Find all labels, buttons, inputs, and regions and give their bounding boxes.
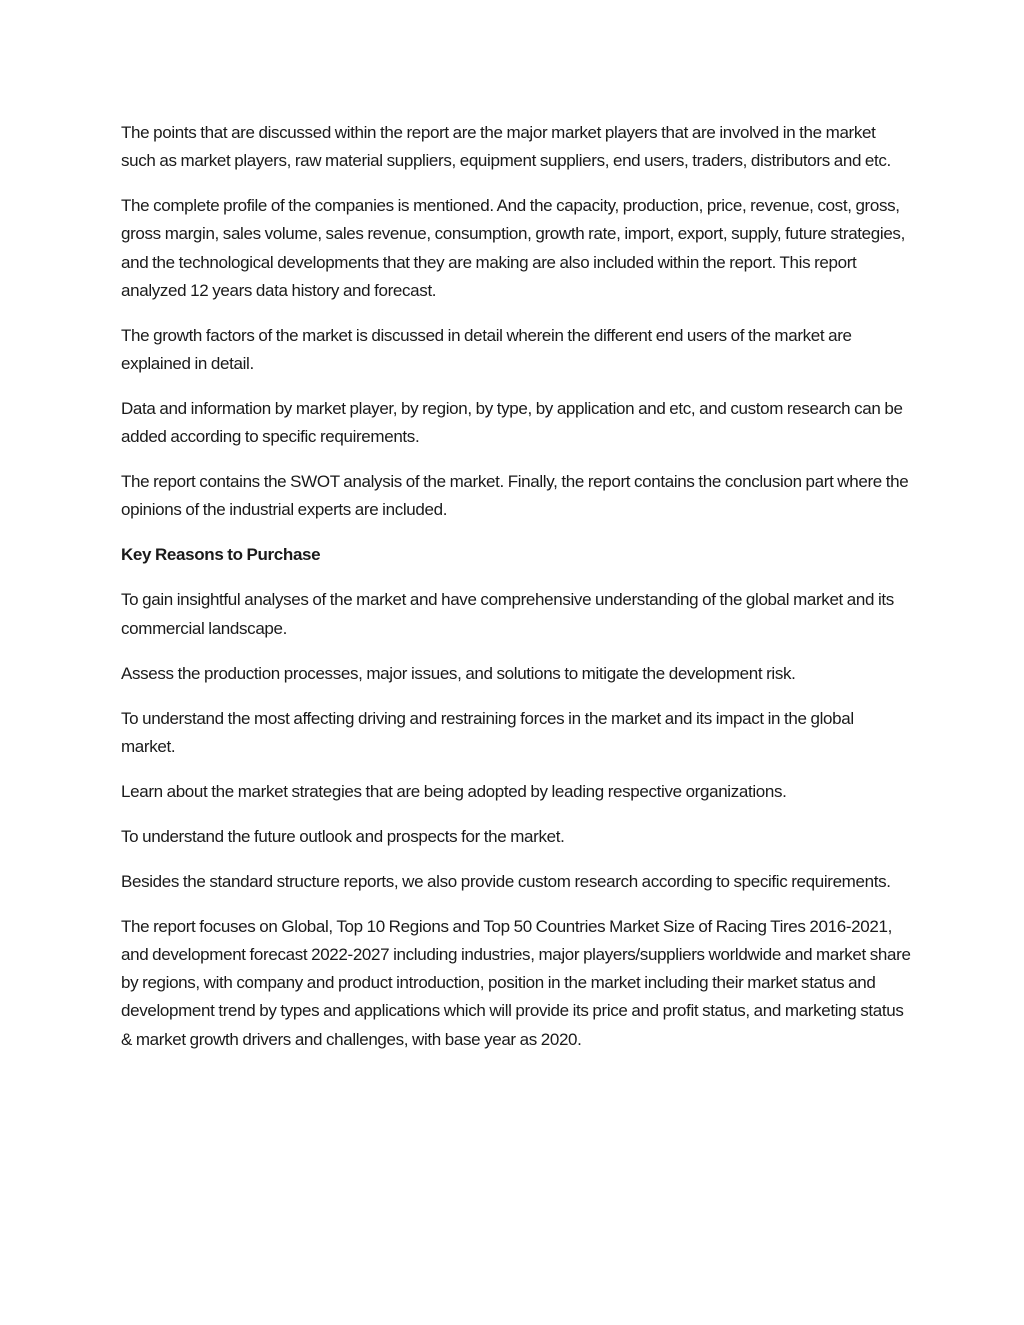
paragraph-growth-factors: The growth factors of the market is discussed in detail wherein the different end users of the market are explained in detail.: [121, 325, 852, 374]
paragraph-custom-research: Besides the standard structure reports, we also provide custom research according to specific requirements.: [121, 871, 891, 891]
section-heading-key-reasons: Key Reasons to Purchase: [121, 545, 321, 565]
paragraph-market-players: The points that are discussed within the report are the major market players that are involved in the market such as market players, raw material suppliers, equipment suppliers, end users, traders, distributors and etc.: [121, 123, 891, 171]
paragraph-data-information: Data and information by market player, by region, by type, by application and etc, and custom research can be added according to specific requirements.: [121, 399, 903, 447]
paragraph-report-focus: The report focuses on Global, Top 10 Regions and Top 50 Countries Market Size of Racing Tires 2016-2021, and development forecast 2022-2027 including industries, major players/suppliers worldwide and market share by regions, with company and product introduction, position in the market including their market status and development trend by types and applications which will provide its price and profit status, and marketing status & market growth drivers and challenges, with base year as 2020.: [121, 916, 911, 1049]
paragraph-reason-production-processes: Assess the production processes, major issues, and solutions to mitigate the development risk.: [121, 663, 796, 683]
paragraph-swot-analysis: The report contains the SWOT analysis of the market. Finally, the report contains the conclusion part where the opinions of the industrial experts are included.: [121, 472, 909, 520]
paragraph-reason-driving-forces: To understand the most affecting driving and restraining forces in the market and its impact in the global market.: [121, 708, 854, 756]
document-page: [121, 119, 911, 1071]
paragraph-company-profile: The complete profile of the companies is mentioned. And the capacity, production, price, revenue, cost, gross, gross margin, sales volume, sales revenue, consumption, growth rate, import, export, supply, future strategies, and the technological developments that they are making are also included within the report. This report analyzed 12 years data history and forecast.: [121, 196, 905, 300]
paragraph-reason-insightful-analyses: To gain insightful analyses of the market and have comprehensive understanding of the global market and its commercial landscape.: [121, 590, 894, 638]
paragraph-reason-market-strategies: Learn about the market strategies that are being adopted by leading respective organizations.: [121, 781, 787, 801]
paragraph-reason-future-outlook: To understand the future outlook and prospects for the market.: [121, 826, 565, 846]
